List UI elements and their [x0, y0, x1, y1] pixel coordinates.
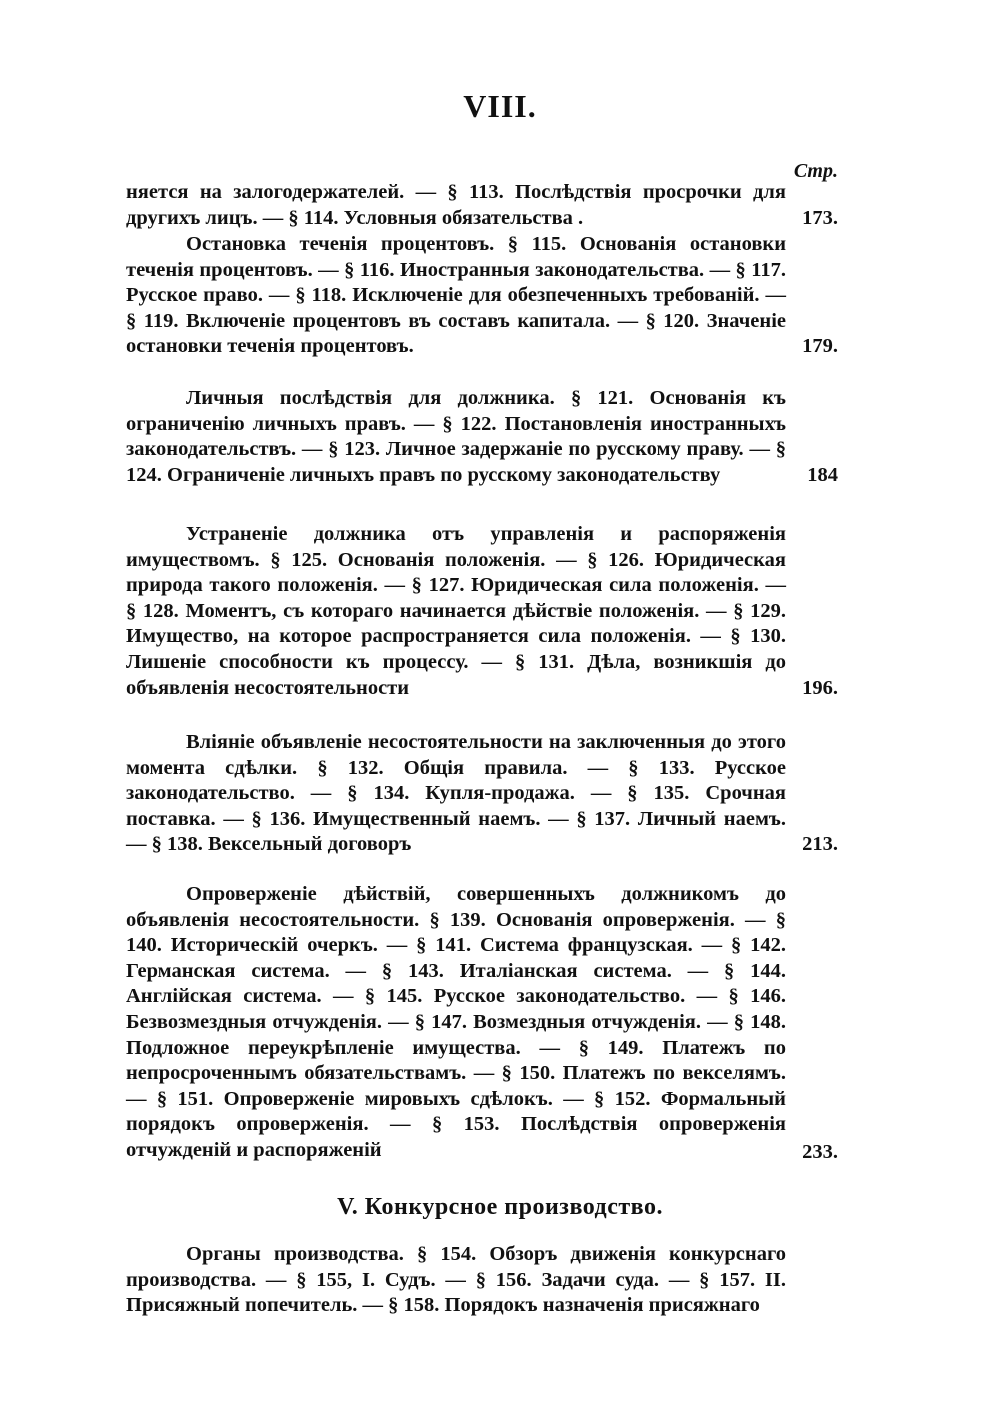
page-number: VIII.: [463, 88, 537, 124]
toc-entry-text: [126, 386, 786, 488]
toc-entry-page: 196.: [802, 677, 838, 699]
toc-entry-text: [126, 730, 786, 858]
toc-entry-sections: § 115. Основанія остановки теченія процентовъ. — § 116. Иностранныя законодательства. — § 117. Русское право. — § 118. Исключеніе для обезпеченныхъ требованій. — § 119. Включеніе процентовъ въ составъ капитала. — § 120. Значеніе остановки теченія процентовъ.: [126, 233, 787, 358]
toc-entry-sections: няется на залогодержателей. — § 113. Послѣдствія просрочки для другихъ лицъ. — § 114. Условныя обязательства .: [126, 181, 786, 229]
toc-entry-sections: § 125. Основанія положенія. — § 126. Юридическая природа такого положенія. — § 127. Юридическая сила положенія. — § 128. Моментъ, съ котораго начинается дѣйствіе положенія. — § 129. Имущество, на которое распространяется сила положенія. — § 130. Лишеніе способности къ процессу. — § 131. Дѣла, возникшія до объявленія несостоятельности: [126, 548, 786, 699]
toc-entry-heading: Вліяніе объявленіе несостоятельности на заключенныя до этого момента сдѣлки.: [126, 731, 786, 779]
toc-entry-heading: Опроверженіе дѣйствій, совершенныхъ должникомъ до объявленія несостоятельности.: [126, 883, 786, 931]
toc-entry-page: 233.: [802, 1141, 838, 1163]
toc-entry-heading: Органы производства.: [186, 1243, 404, 1265]
toc-entry-text: [126, 522, 786, 701]
toc-entry-page: 179.: [802, 335, 838, 357]
toc-entry-sections: § 139. Основанія опроверженія. — § 140. Историческій очеркъ. — § 141. Система французская. — § 142. Германская система. — § 143. Италіанская система. — § 144. Англійская система. — § 145. Русское законодательство. — § 146. Безвозмездныя отчужденія. — § 147. Возмездныя отчужденія. — § 148. Подложное переукрѣпленіе имущества. — § 149. Платежъ по непросроченнымъ обязательствамъ. — § 150. Платежъ по векселямъ. — § 151. Опроверженіе мировыхъ сдѣлокъ. — § 152. Формальный порядокъ опроверженія. — § 153. Послѣдствія опроверженія отчужденій и распоряженій: [126, 908, 786, 1161]
toc-entry-heading: Устраненіе должника отъ управленія и распоряженія имуществомъ.: [126, 523, 786, 571]
toc-entry-page: 213.: [802, 833, 838, 855]
toc-entry-heading: Личныя послѣдствія для должника.: [186, 387, 555, 409]
toc-entry-text: [126, 232, 786, 360]
toc-entry-sections: § 132. Общія правила. — § 133. Русское законодательство. — § 134. Купля-продажа. — § 135. Срочная поставка. — § 136. Имущественный наемъ. — § 137. Личный наемъ. — § 138. Вексельный договоръ: [126, 756, 786, 856]
toc-entry-sections: § 121. Основанія къ ограниченію личныхъ правъ. — § 122. Постановленія иностранныхъ законодательствъ. — § 123. Личное задержаніе по русскому праву. — § 124. Ограниченіе личныхъ правъ по русскому законодательству: [126, 387, 787, 486]
page-column-heading: Стр.: [793, 160, 838, 182]
toc-entry-text: [126, 180, 786, 231]
toc-entry-text: [126, 1242, 786, 1319]
toc-entry-text: [126, 882, 786, 1164]
toc-entry-page: 184: [807, 464, 838, 486]
toc-entry-page: 173.: [802, 207, 838, 229]
toc-entry-sections: § 154. Обзоръ движенія конкурснаго производства. — § 155, I. Судъ. — § 156. Задачи суда. — § 157. II. Присяжный попечитель. — § 158. Порядокъ назначенія присяжнаго: [126, 1243, 786, 1317]
toc-entry-heading: Остановка теченія процентовъ.: [186, 233, 495, 255]
section-title: V. Конкурсное производство.: [337, 1194, 663, 1220]
